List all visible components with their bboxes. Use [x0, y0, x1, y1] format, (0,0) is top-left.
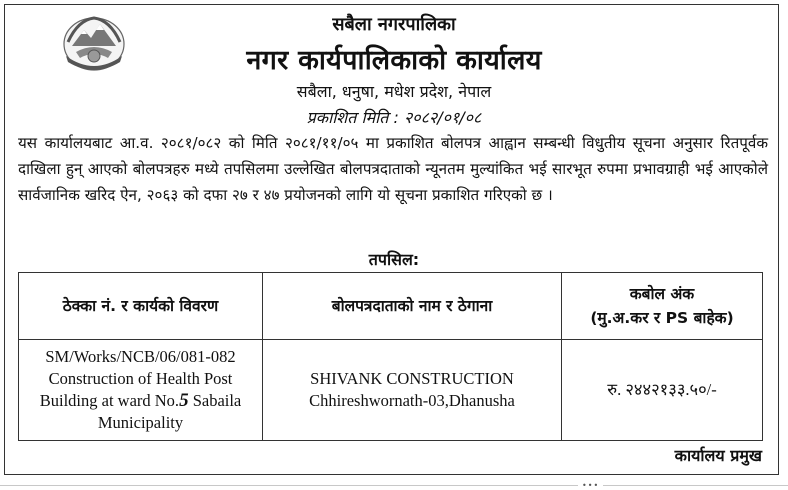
published-date: प्रकाशित मिति : २०८२/०१/०८	[306, 108, 482, 127]
office-chief-signoff: कार्यालय प्रमुख	[674, 446, 762, 465]
more-options-icon[interactable]: •••	[578, 481, 603, 490]
office-name: नगर कार्यपालिकाको कार्यालय	[246, 45, 542, 76]
header-bidder: बोलपत्रदाताको नाम र ठेगाना	[263, 273, 562, 340]
table-row	[19, 340, 763, 441]
work-line1: Construction of Health Post	[48, 369, 233, 388]
tapsil-heading: तपसिल:	[368, 250, 420, 269]
header-contract: ठेक्का नं. र कार्यको विवरण	[19, 273, 263, 340]
page-divider	[0, 485, 788, 486]
bidder-address: Chhireshwornath-03,Dhanusha	[309, 391, 515, 410]
contract-no: SM/Works/NCB/06/081-082	[45, 347, 236, 366]
municipality-name: सबैला नगरपालिका	[332, 14, 456, 35]
bidder-cell	[263, 340, 562, 441]
table-header-row	[19, 273, 763, 340]
work-line2: Building at ward No.5 Sabaila	[39, 390, 242, 411]
header-amount-line2: (मु.अ.कर र PS बाहेक)	[590, 309, 734, 327]
bid-amount: रु. २४४२१३३.५०/-	[607, 380, 717, 399]
office-address: सबैला, धनुषा, मधेश प्रदेश, नेपाल	[296, 82, 492, 101]
header-amount	[562, 273, 763, 340]
bid-table	[18, 272, 763, 441]
ward-number: 5	[179, 390, 189, 411]
amount-cell	[562, 340, 763, 441]
contract-cell	[19, 340, 263, 441]
bidder-name: SHIVANK CONSTRUCTION	[310, 369, 514, 388]
notice-body: यस कार्यालयबाट आ.व. २०८१/०८२ को मिति २०८१/११/०५ मा प्रकाशित बोलपत्र आह्वान सम्बन्धी विधुतीय सूचना अनुसार रितपूर्वक दाखिला हुन् आएको बोलपत्रहरु मध्ये तपसिलमा उल्लेखित बोलपत्रदाताको न्यूनतम मुल्यांकित भई सारभूत रुपमा प्रभावग्राही भई आएकोले सार्वजानिक खरिद ऐन, २०६३ को दफा २७ र ४७ प्रयोजनको लागि यो सूचना प्रकाशित गरिएको छ ।	[18, 134, 768, 204]
header-amount-line1: कबोल अंक	[629, 285, 695, 303]
work-line3: Municipality	[97, 413, 184, 432]
